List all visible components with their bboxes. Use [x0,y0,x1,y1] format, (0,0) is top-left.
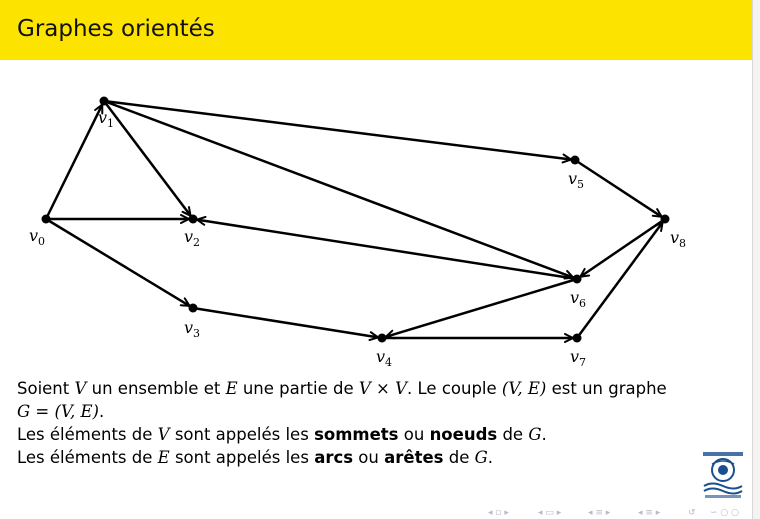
edge-v0-v3 [46,219,190,306]
vertex-v4 [378,334,387,343]
edge-v6-v2 [197,220,577,279]
vertex-label-v0: $v_0$ [29,226,46,248]
definition-line-4: Les éléments de E sont appelés les arcs ou arêtes de G. [17,448,494,467]
nav-search-icon[interactable]: ∽ ○ ○ [710,508,739,518]
vertex-label-v8: $v_8$ [670,228,687,250]
term-aretes: arêtes [384,448,444,467]
edge-v8-v6 [580,219,665,277]
directed-graph [0,60,752,370]
term-sommets: sommets [314,425,399,444]
definition-line-3: Les éléments de V sont appelés les sommets ou noeuds de G. [17,425,547,444]
math-E: E [225,379,238,398]
edge-v1-v6 [104,101,573,278]
graph-vertex-labels [29,108,686,369]
edge-v6-v4 [386,279,577,337]
edge-v1-v5 [104,101,571,160]
vertex-v8 [661,215,670,224]
vertex-label-v1: $v_1$ [98,108,115,130]
slide-title: Graphes orientés [17,16,215,42]
vertex-v6 [573,275,582,284]
edge-v0-v1 [46,105,102,219]
math-pair: (V, E) [501,379,547,398]
vertex-label-v3: $v_3$ [184,318,201,340]
vertex-v5 [571,156,580,165]
vertex-label-v7: $v_7$ [570,347,587,369]
math-V: V [74,379,87,398]
vertex-label-v5: $v_5$ [568,169,585,191]
vertex-v3 [189,304,198,313]
term-arcs: arcs [314,448,354,467]
nav-back-icon[interactable]: ↺ [688,508,696,518]
nav-first-icon[interactable]: ◂ ▫ ▸ [488,508,509,518]
title-bar [0,0,752,60]
nav-section-icon[interactable]: ◂ ▭ ▸ [538,508,562,518]
edge-v5-v8 [575,160,662,217]
vertex-v7 [573,334,582,343]
definition-line-2: G = (V, E). [17,402,105,421]
definition-text [17,377,737,469]
edge-v3-v4 [193,308,378,337]
vertex-label-v2: $v_2$ [184,227,201,249]
nav-frame-icon[interactable]: ◂ ≡ ▸ [638,508,661,518]
window-edge [752,0,760,519]
vertex-v1 [100,97,109,106]
vertex-label-v4: $v_4$ [376,347,393,369]
vertex-label-v6: $v_6$ [570,288,587,310]
definition-line-1: Soient V un ensemble et E une partie de V × V. Le couple (V, E) est un graphe [17,379,667,398]
nav-subsection-icon[interactable]: ◂ ≡ ▸ [588,508,611,518]
university-logo-icon [700,450,746,502]
term-noeuds: noeuds [429,425,498,444]
edge-v7-v8 [577,222,663,338]
vertex-v2 [189,215,198,224]
beamer-navigation-icons[interactable] [488,508,750,518]
vertex-v0 [42,215,51,224]
